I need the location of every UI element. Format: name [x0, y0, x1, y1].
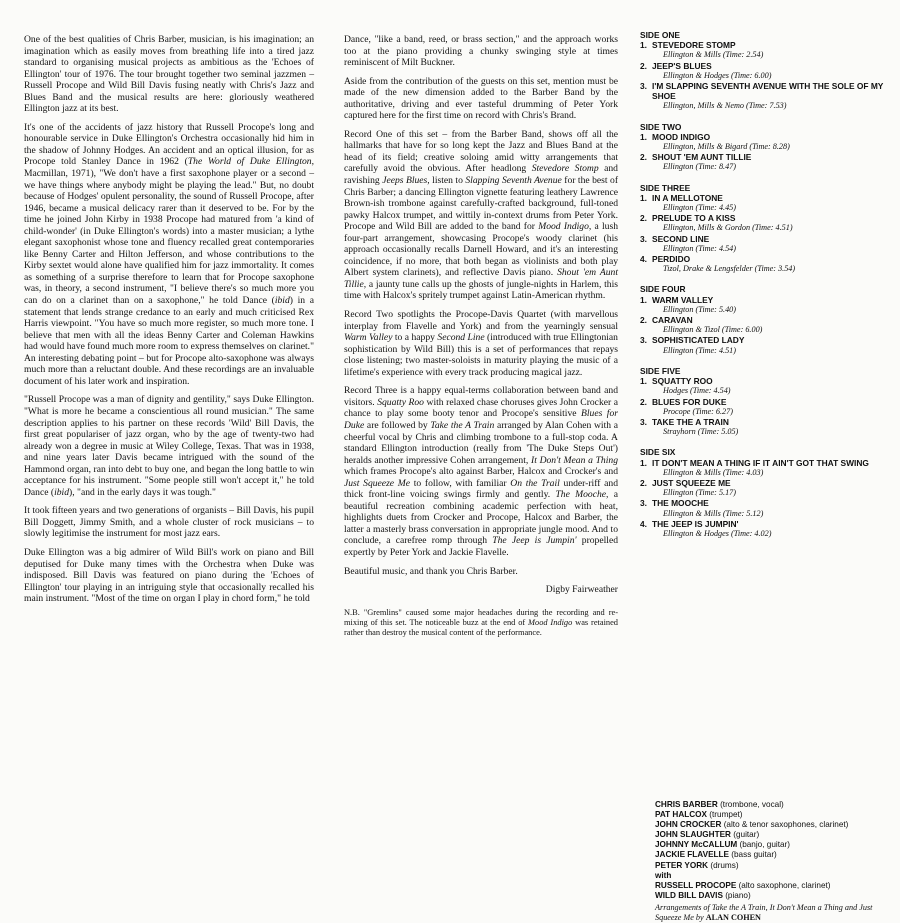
member-name: JOHN SLAUGHTER [655, 830, 731, 840]
track-number: 4. [640, 518, 647, 529]
track-title-row [640, 498, 890, 508]
track-item [640, 61, 890, 81]
track-title: STEVEDORE STOMP [652, 40, 736, 51]
paragraph: Beautiful music, and thank you Chris Barber. [344, 565, 518, 577]
track-item [640, 213, 890, 233]
side-block [640, 30, 890, 112]
track-title: PERDIDO [652, 254, 691, 265]
track-number: 1. [640, 40, 647, 51]
track-number: 2. [640, 152, 647, 163]
side-title: SIDE TWO [640, 121, 682, 132]
track-listing [640, 30, 890, 549]
paragraph: Dance, "like a band, reed, or brass section," and the approach works too at the piano providing a chunky swinging style at times reminiscent of Milt Buckner. [344, 34, 618, 69]
member-role: (trombone, vocal) [720, 800, 784, 809]
track-title-row [640, 152, 890, 162]
track-item [640, 234, 890, 254]
paragraph: One of the best qualities of Chris Barber, musician, is his imagination; an imagination which as easily moves from breathing life into a tired jazz standard to organising musical projects as ambitious as the 'Echoes of Ellington' tour of 1976. The tour brought together two seminal jazzmen – Russell Procope and Wild Bill Davis fusing neatly with Chris's Jazz and Blues Band and the musical results are here: gloriously weathered Ellington jazz at its best. [24, 34, 314, 115]
side-block [640, 366, 890, 437]
track-number: 1. [640, 376, 647, 387]
track-number: 2. [640, 315, 647, 326]
track-title: PRELUDE TO A KISS [652, 213, 736, 224]
paragraph: It's one of the accidents of jazz history that Russell Procope's long and honourable service in Duke Ellington's Orchestra occasionally hid him in the shadow of Johnny Hodges. An accident and an optical illusion, for as Procope told Stanley Dance in 1962 (The World of Duke Ellington, Macmillan, 1971), "We don't have a first saxophone player or a second – we have things where anybody might be playing the lead." But, no doubt because of Hodges' opulent personality, the sound of Russell Procope, after 1946, became a musical delicacy rarer than it deserved to be. For by the time he joined John Kirby in 1938 Procope had matured from 'a kind of child-wonder' (in Duke Ellington's words) into a master musician; a lythe elegant saxophonist whose tone and fluency recalled great contemporaries like Benny Carter and Hilton Jefferson, and whose contributions to the Kirby sextet would alone have qualified him for jazz immortality. It comes as something of a surprise therefore to learn that for Procope saxophone was, in theory, a second instrument, "I believe there's so much more you can do on a clarinet than on a saxophone," he told Dance (ibid) in a statement that lends strange credance to an early and much criticised Rex Harris viewpoint. "You have so much more register, so much more tone. I believe that men with all the ideas Benny Carter and Coleman Hawkins had would have found much more room to express themselves on clarinet." An interesting debating point – but for Procope alto-saxophone was always much more than a reluctant double. And these recordings are an invaluable document of his later work and inspiration. [24, 121, 314, 387]
paragraph: "Russell Procope was a man of dignity and gentility," says Duke Ellington. "What is more he became a conscientious all round musician." The same description applies to his partner on these records 'Wild' Bill Davis, the first great populariser of jazz organ, who by the age of twenty-two had already won a degree in music at Wiley College, Texas. That was in 1938, and nine years later Davis became intrigued with the sound of the Hammond organ, ran into debt to buy one, and began the long battle to win acceptance for his instrument. "Some people still won't accept it," he told Dance (ibid), "and in the early days it was tough." [24, 394, 314, 498]
track-credit: Hodges (Time: 4.54) [663, 386, 731, 396]
track-item [640, 315, 890, 335]
member-role: (banjo, guitar) [739, 840, 790, 850]
track-credit: Ellington (Time: 4.51) [663, 345, 736, 355]
track-item [640, 376, 890, 396]
track-title: IT DON'T MEAN A THING IF IT AIN'T GOT THAT SWING [652, 457, 869, 468]
track-credit: Ellington & Tizol (Time: 6.00) [663, 325, 763, 335]
arrangements-credit [655, 903, 895, 923]
track-credit: Ellington (Time: 4.45) [663, 203, 736, 213]
footnote: N.B. "Gremlins" caused some major headaches during the recording and re-mixing of this set. The noticeable buzz at the end of Mood Indigo was retained rather than destroy the musical content of the performance. [344, 607, 618, 637]
side-block [640, 183, 890, 275]
track-title: THE JEEP IS JUMPIN' [652, 518, 739, 529]
member-role: (guitar) [733, 830, 760, 840]
member-name: JACKIE FLAVELLE [655, 850, 729, 860]
personnel-member [655, 881, 895, 891]
track-item [640, 519, 890, 539]
track-credit: Ellington & Hodges (Time: 4.02) [663, 528, 772, 538]
member-role: (bass guitar) [731, 850, 777, 860]
paragraph: Record Three is a happy equal-terms collaboration between band and visitors. Squatty Roo with relaxed chase choruses gives John Crocker a chance to play some booty tenor and Procope's sensitive Blues for Duke are followed by Take the A Train arranged by Alan Cohen with a cheerful vocal by Chris and climbing trombone to a full-stop coda. A standard Ellington introduction (really from 'The Duke Steps Out') heralds another impressive Cohen arrangement, It Don't Mean a Thing which frames Procope's alto against Barber, Halcox and Crocker's and Just Squeeze Me to follow, with familiar On the Trail under-riff and thick front-line voicing swings firmly and gently. The Mooche, a beautiful recreation combining academic perfection with heat, highlights duets from Crocker and Procope, Halcox and Barber, the latter a masterly brass conversation in appropriate jungle mood. And to conclude, a carefree romp through The Jeep is Jumpin' propelled expertly by Peter York and Jackie Flavelle. [344, 385, 619, 558]
track-item [640, 335, 890, 355]
track-credit: Ellington (Time: 8.47) [663, 162, 736, 172]
personnel-member [655, 850, 895, 860]
track-title: JUST SQUEEZE ME [652, 477, 731, 488]
arrangements-title2: Just Squeeze Me [655, 902, 873, 923]
side-title: SIDE FIVE [640, 365, 681, 376]
side-title: SIDE SIX [640, 447, 676, 458]
track-item [640, 417, 890, 437]
member-name: CHRIS BARBER [655, 800, 718, 809]
member-name: JOHN CROCKER [655, 820, 722, 830]
track-number: 4. [640, 254, 647, 265]
track-item [640, 295, 890, 315]
track-title-row [640, 397, 890, 407]
track-title: IN A MELLOTONE [652, 192, 723, 203]
member-name: RUSSELL PROCOPE [655, 880, 737, 890]
with-label: with [655, 870, 672, 880]
member-name: WILD BILL DAVIS [655, 890, 723, 900]
track-item [640, 478, 890, 498]
side-title: SIDE FOUR [640, 284, 686, 295]
member-name: PAT HALCOX [655, 810, 708, 820]
track-credit: Ellington & Mills (Time: 5.12) [663, 508, 764, 518]
track-title-row [640, 213, 890, 223]
member-name: JOHNNY McCALLUM [655, 840, 738, 850]
track-title: BLUES FOR DUKE [652, 396, 727, 407]
track-number: 2. [640, 477, 647, 488]
track-credit: Strayhorn (Time: 5.05) [663, 427, 739, 437]
liner-notes-column-1 [24, 34, 314, 612]
track-title-row [640, 132, 890, 142]
personnel-member [655, 861, 895, 871]
member-role: (alto & tenor saxophones, clarinet) [723, 820, 849, 830]
track-item [640, 498, 890, 518]
track-number: 1. [640, 457, 647, 468]
track-number: 2. [640, 396, 647, 407]
side-block [640, 447, 890, 539]
member-role: (piano) [725, 890, 751, 900]
track-item [640, 40, 890, 60]
paragraph: Record Two spotlights the Procope-Davis Quartet (with marvellous interplay from Flavelle and York) and from the yearningly sensual Warm Valley to a happy Second Line (introduced with true Ellingtonian sophistication by Wild Bill) this is a set of performances that repays close listening; two master-soloists in maturity playing the music of a lifetime's experience with every track producing magical jazz. [344, 309, 618, 378]
arranger: ALAN COHEN [705, 913, 761, 923]
track-number: 1. [640, 131, 647, 142]
track-title-row [640, 376, 890, 386]
track-credit: Ellington, Mills & Nemo (Time: 7.53) [663, 101, 787, 111]
track-item [640, 458, 890, 478]
author-signature: Digby Fairweather [545, 584, 618, 596]
arrangements-c: by [693, 913, 706, 923]
member-role: (alto saxophone, clarinet) [738, 880, 831, 890]
track-title-row [640, 61, 890, 71]
track-title-row [640, 40, 890, 50]
track-number: 3. [640, 416, 647, 427]
track-number: 3. [640, 498, 647, 509]
track-title-row [640, 478, 890, 488]
track-item [640, 254, 890, 274]
track-number: 3. [640, 335, 647, 346]
track-title-row [640, 81, 890, 101]
track-credit: Procope (Time: 6.27) [663, 406, 733, 416]
personnel-member [655, 830, 895, 840]
track-title-row [640, 193, 890, 203]
track-title-row [640, 315, 890, 325]
track-title-row [640, 417, 890, 427]
personnel-member [655, 810, 895, 820]
track-title: SECOND LINE [652, 233, 710, 244]
track-title: MOOD INDIGO [652, 131, 711, 142]
track-title: CARAVAN [652, 315, 693, 326]
track-credit: Ellington (Time: 4.54) [663, 243, 736, 253]
track-title: SQUATTY ROO [652, 376, 713, 387]
track-item [640, 193, 890, 213]
track-title-row [640, 335, 890, 345]
track-number: 2. [640, 60, 647, 71]
track-title-row [640, 295, 890, 305]
track-title-row [640, 234, 890, 244]
arrangements-a: Arrangements of [655, 902, 712, 912]
track-title: WARM VALLEY [652, 294, 714, 305]
track-item [640, 81, 890, 112]
track-number: 1. [640, 192, 647, 203]
track-title: THE MOOCHE [652, 498, 709, 509]
track-credit: Tizol, Drake & Lengsfelder (Time: 3.54) [663, 264, 796, 274]
personnel-member [655, 800, 895, 810]
personnel-list [655, 800, 895, 923]
track-credit: Ellington (Time: 5.40) [663, 304, 736, 314]
track-title-row [640, 519, 890, 529]
track-number: 2. [640, 213, 647, 224]
side-block [640, 122, 890, 173]
track-title: JEEP'S BLUES [652, 60, 712, 71]
track-title: TAKE THE A TRAIN [652, 416, 729, 427]
track-credit: Ellington, Mills & Gordon (Time: 4.51) [663, 223, 793, 233]
liner-notes-column-2 [344, 34, 618, 638]
track-credit: Ellington & Mills (Time: 4.03) [663, 467, 764, 477]
side-title: SIDE THREE [640, 182, 691, 193]
side-title: SIDE ONE [640, 30, 681, 40]
paragraph: Record One of this set – from the Barber Band, shows off all the hallmarks that have for so long kept the Jazz and Blues Band at the head of its field; creative soloing amid witty arrangements that carefully avoid the obvious. After headlong Stevedore Stomp and ravishing Jeeps Blues, listen to Slapping Seventh Avenue for the best of Chris Barber; a dancing Ellington vignette featuring leathery Lawrence Brown-ish trombone against carefully-crafted background, full-toned pawky Halcox trumpet, and wittily in-context drums from Peter York. Procope and Wild Bill are added to the band for Mood Indigo, a lush four-part arrangement, showcasing Procope's woody clarinet (his approach occasionally recalls Darnell Howard, and it's an interesting coincidence, if no more, that both began as violinists and both play Albert system clarinets), and reflective Davis piano. Shout 'em Aunt Tillie, a jaunty tune calls up the ghosts of jungle-nights in Harlem, this time with Halcox's spritely trumpet against Latin-American rhythm. [344, 128, 619, 302]
side-block [640, 284, 890, 355]
track-title: I'M SLAPPING SEVENTH AVENUE WITH THE SOLE OF MY SHOE [652, 81, 884, 102]
track-number: 3. [640, 233, 647, 244]
member-role: (drums) [710, 860, 739, 870]
track-credit: Ellington & Hodges (Time: 6.00) [663, 70, 772, 80]
track-credit: Ellington & Mills (Time: 2.54) [663, 50, 764, 60]
member-role: (trumpet) [709, 810, 743, 820]
arrangements-titles: Take the A Train, It Don't Mean a Thing [711, 902, 843, 912]
track-title: SOPHISTICATED LADY [652, 335, 745, 346]
paragraph: It took fifteen years and two generations of organists – Bill Davis, his pupil Bill Doggett, Jimmy Smith, and a whole cluster of rock musicians – to slowly legitimise the instrument for most jazz ears. [24, 505, 314, 540]
track-credit: Ellington, Mills & Bigard (Time: 8.28) [663, 142, 790, 152]
track-title: SHOUT 'EM AUNT TILLIE [652, 152, 752, 163]
track-item [640, 397, 890, 417]
personnel-member [655, 820, 895, 830]
member-name: PETER YORK [655, 860, 709, 870]
track-title-row [640, 254, 890, 264]
track-number: 3. [640, 81, 647, 92]
track-credit: Ellington (Time: 5.17) [663, 488, 736, 498]
arrangements-b: and [842, 902, 860, 912]
personnel-member [655, 840, 895, 850]
paragraph: Aside from the contribution of the guests on this set, mention must be made of the new dimension added to the Barber Band by the authoritative, driving and ever tasteful drumming of Peter York captured here for the first time on record with Chris's Brand. [344, 75, 618, 122]
track-number: 1. [640, 294, 647, 305]
paragraph: Duke Ellington was a big admirer of Wild Bill's work on piano and Bill deputised for Duke many times with the Orchestra when Duke was indisposed. Bill Davis was featured on piano during the 'Echoes of Ellington' tour playing in an intriguing style that occasionally recalled his main instrument. "Most of the time on organ I play in chord form," he told [24, 546, 314, 605]
track-title-row [640, 458, 890, 468]
personnel-member [655, 891, 895, 901]
track-item [640, 132, 890, 152]
track-item [640, 152, 890, 172]
